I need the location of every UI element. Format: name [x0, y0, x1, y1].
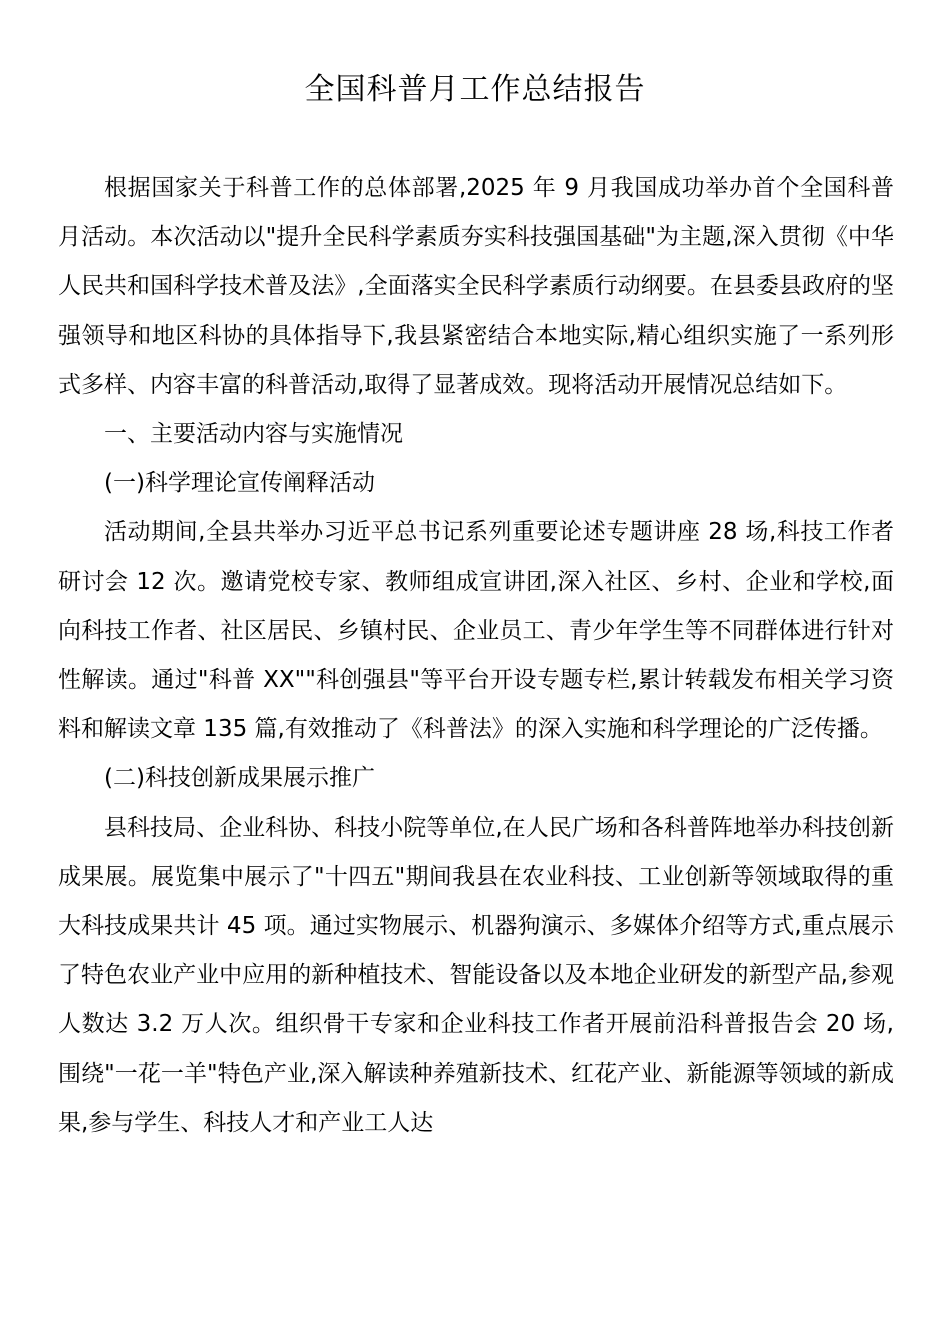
document-title: 全国科普月工作总结报告	[304, 72, 646, 107]
document-body	[58, 164, 894, 1148]
subsection-heading-2: (二)科技创新成果展示推广	[104, 765, 375, 792]
subsection-2-paragraph: 县科技局、企业科协、科技小院等单位,在人民广场和各科普阵地举办科技创新成果展。展览集中展示了"十四五"期间我县在农业科技、工业创新等领域取得的重大科技成果共计 45 项。通过实物展示、机器狗演示、多媒体介绍等方式,重点展示了特色农业产业中应用的新种植技术、智能设备以及本地企业研发的新型产品,参观人数达 3.2 万人次。组织骨干专家和企业科技工作者开展前沿科普报告会 20 场,围绕"一花一羊"特色产业,深入解读种养殖新技术、红花产业、新能源等领域的新成果,参与学生、科技人才和产业工人达	[58, 814, 894, 1136]
section-heading-1: 一、主要活动内容与实施情况	[104, 421, 403, 448]
subsection-1-paragraph: 活动期间,全县共举办习近平总书记系列重要论述专题讲座 28 场,科技工作者研讨会 12 次。邀请党校专家、教师组成宣讲团,深入社区、乡村、企业和学校,面向科技工作者、社区居民、乡镇村民、企业员工、青少年学生等不同群体进行针对性解读。通过"科普 XX""科创强县"等平台开设专题专栏,累计转载发布相关学习资料和解读文章 135 篇,有效推动了《科普法》的深入实施和科学理论的广泛传播。	[58, 519, 894, 743]
intro-paragraph: 根据国家关于科普工作的总体部署,2025 年 9 月我国成功举办首个全国科普月活动。本次活动以"提升全民科学素质夯实科技强国基础"为主题,深入贯彻《中华人民共和国科学技术普及法》,全面落实全民科学素质行动纲要。在县委县政府的坚强领导和地区科协的具体指导下,我县紧密结合本地实际,精心组织实施了一系列形式多样、内容丰富的科普活动,取得了显著成效。现将活动开展情况总结如下。	[58, 175, 894, 398]
subsection-heading-1: (一)科学理论宣传阐释活动	[104, 470, 375, 497]
